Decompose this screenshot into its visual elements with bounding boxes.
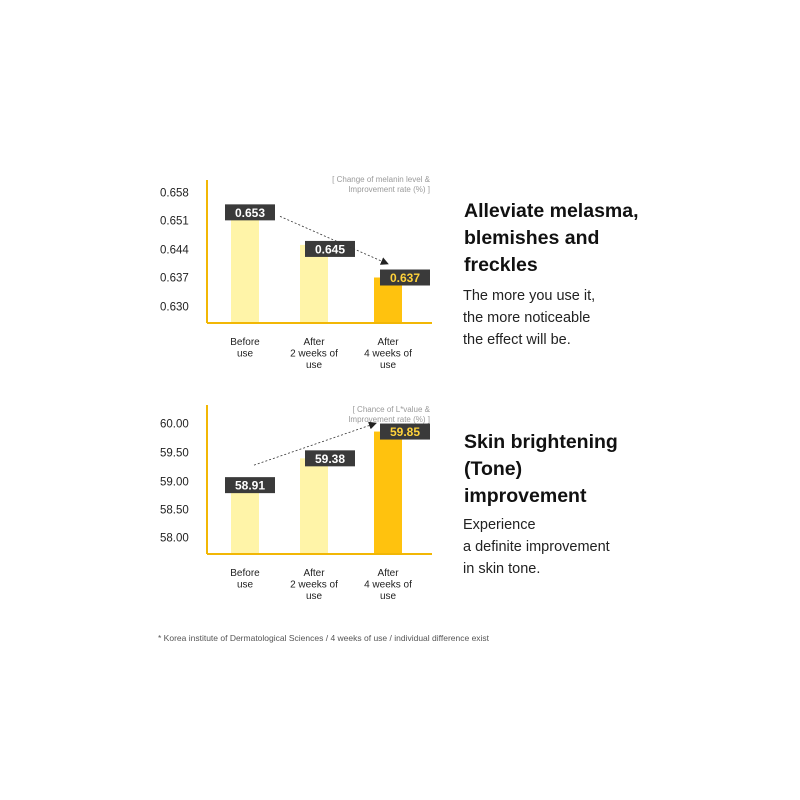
bar-0	[231, 485, 259, 554]
chart-note: [ Change of melanin level & Improvement rate (%) ]	[332, 175, 430, 194]
value-label-1: 0.645	[314, 242, 346, 257]
y-tick-label: 0.651	[160, 215, 189, 228]
category-label: Before use	[230, 337, 260, 360]
melasma-heading: Alleviate melasma, blemishes and freckles	[464, 200, 639, 276]
y-tick-label: 59.50	[160, 447, 189, 460]
y-tick-label: 58.00	[160, 532, 189, 545]
chart-note: [ Chance of L*value & Improvement rate (%) ]	[348, 405, 430, 424]
melasma-description: The more you use it, the more noticeable the effect will be.	[463, 288, 596, 348]
footnote: * Korea institute of Dermatological Sciences / 4 weeks of use / individual difference exist	[158, 633, 490, 643]
category-label: After 4 weeks of use	[364, 568, 412, 602]
category-label: Before use	[230, 568, 260, 591]
brightening-heading: Skin brightening (Tone) improvement	[464, 431, 618, 507]
y-tick-label: 0.658	[160, 187, 189, 200]
value-label-1: 59.38	[314, 451, 346, 466]
bar-2	[374, 432, 402, 554]
value-label-2: 59.85	[389, 425, 421, 440]
melanin-chart	[160, 175, 432, 371]
value-label-0: 58.91	[234, 478, 266, 493]
category-label: After 2 weeks of use	[290, 337, 338, 371]
bar-1	[300, 458, 328, 554]
y-tick-label: 0.644	[160, 244, 189, 257]
y-tick-label: 60.00	[160, 418, 189, 431]
y-tick-label: 0.637	[160, 272, 189, 285]
bar-0	[231, 212, 259, 323]
category-label: After 4 weeks of use	[364, 337, 412, 371]
l-value-chart	[160, 405, 432, 602]
value-label-2: 0.637	[389, 271, 421, 285]
value-label-0: 0.653	[234, 205, 266, 220]
brightening-description: Experience a definite improvement in skin tone.	[463, 517, 610, 577]
category-label: After 2 weeks of use	[290, 568, 338, 602]
y-tick-label: 59.00	[160, 476, 189, 489]
y-tick-label: 58.50	[160, 504, 189, 517]
y-tick-label: 0.630	[160, 301, 189, 314]
